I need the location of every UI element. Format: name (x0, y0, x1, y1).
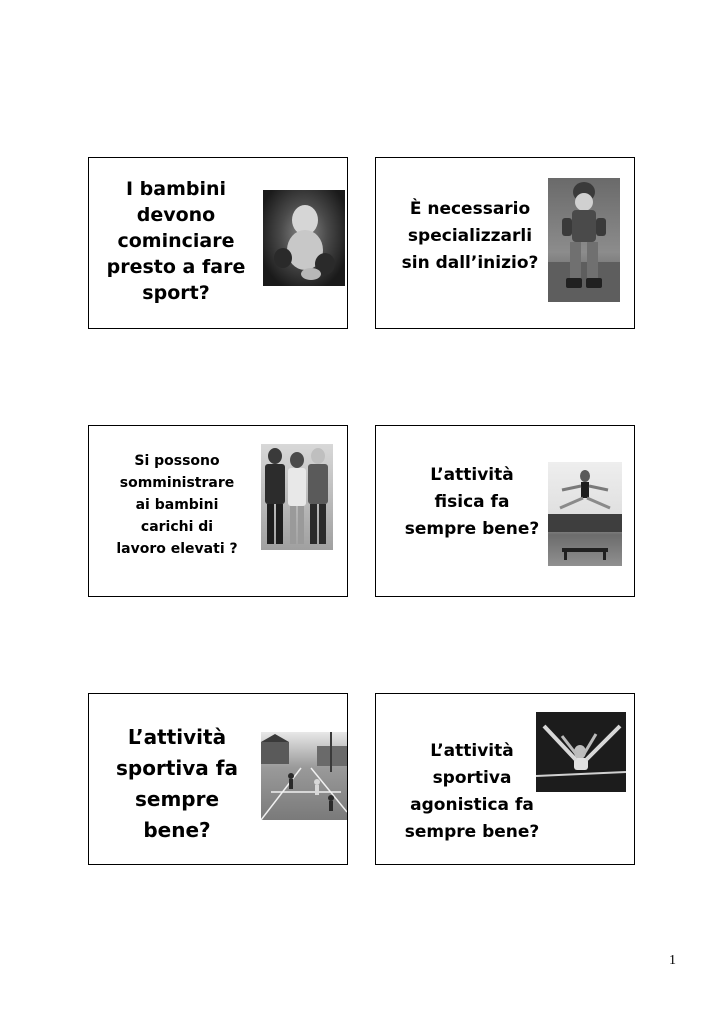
baby-boxing-photo (263, 190, 345, 286)
slide-5 (88, 693, 348, 865)
young-athletes-group-photo (261, 444, 333, 550)
child-rollerskating-photo (548, 178, 620, 302)
slide-3-text: Si possono somministrare ai bambini carichi di lavoro elevati ? (116, 453, 238, 557)
slide-2 (375, 157, 635, 329)
page-number: 1 (669, 953, 676, 968)
slide-3 (88, 425, 348, 597)
gymnast-bar-photo (536, 712, 626, 792)
slide-6 (375, 693, 635, 865)
slide-5-text: L’attività sportiva fa sempre bene? (116, 725, 238, 842)
slide-4-text: L’attività fisica fa sempre bene? (404, 465, 540, 539)
slide-1-text: I bambini devono cominciare presto a fare sport? (106, 178, 246, 304)
slide-6-text: L’attività sportiva agonistica fa sempre bene? (404, 741, 540, 842)
outdoor-court-sport-photo (261, 732, 347, 820)
slide-1 (88, 157, 348, 329)
slide-4 (375, 425, 635, 597)
girl-jumping-photo (548, 462, 622, 566)
slide-2-text: È necessario specializzarli sin dall’inizio? (401, 199, 539, 273)
